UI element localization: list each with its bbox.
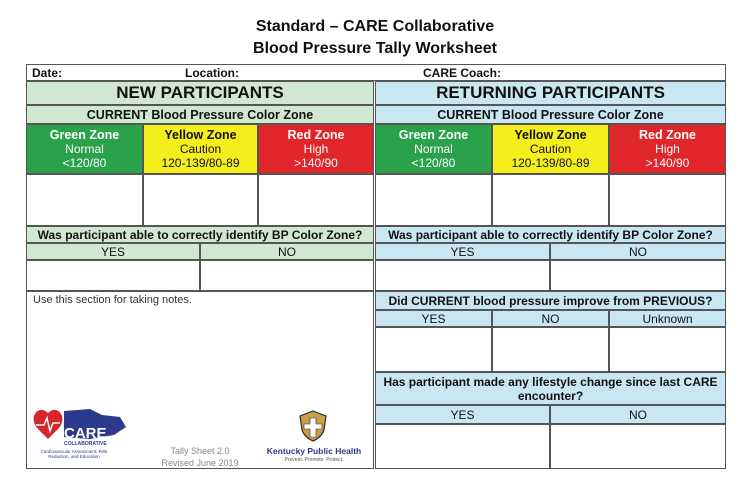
kph-tagline: Prevent. Promote. Protect. — [284, 457, 344, 463]
bp-improve-unknown-tally[interactable] — [609, 327, 726, 372]
info-row — [26, 64, 726, 81]
bp-improve-unknown-label: Unknown — [609, 310, 726, 327]
revised-date: Revised June 2019 — [161, 458, 239, 468]
lifestyle-no-label: NO — [550, 405, 726, 424]
care-logo-sub: COLLABORATIVE — [64, 441, 107, 447]
zone-label: Caution — [179, 142, 222, 156]
returning-green-zone — [375, 124, 492, 174]
new-no-label: NO — [200, 243, 374, 260]
zone-label: Caution — [529, 142, 572, 156]
zone-range: 120-139/80-89 — [161, 156, 240, 170]
bp-improve-yes-label: YES — [375, 310, 492, 327]
zone-label: High — [303, 142, 329, 156]
zone-range: >140/90 — [645, 156, 690, 170]
returning-yes-tally[interactable] — [375, 260, 550, 291]
new-identify-question: Was participant able to correctly identify BP Color Zone? — [26, 226, 374, 243]
new-yellow-zone — [143, 124, 258, 174]
zone-range: >140/90 — [294, 156, 338, 170]
new-red-zone — [258, 124, 374, 174]
new-participants-header: NEW PARTICIPANTS — [26, 81, 374, 105]
page-title: Standard – CARE Collaborative — [255, 18, 495, 35]
zone-name: Green Zone — [398, 128, 469, 142]
care-logo-text: CARE — [64, 425, 107, 442]
page-subtitle: Blood Pressure Tally Worksheet — [253, 40, 497, 57]
bp-improve-no-tally[interactable] — [492, 327, 609, 372]
zone-name: Red Zone — [287, 128, 345, 142]
location-label: Location: — [185, 66, 239, 80]
kentucky-public-health-logo — [258, 410, 370, 465]
new-no-tally[interactable] — [200, 260, 374, 291]
zone-label: Normal — [414, 142, 453, 156]
bp-improve-yes-tally[interactable] — [375, 327, 492, 372]
zone-name: Yellow Zone — [164, 128, 237, 142]
new-yellow-tally[interactable] — [143, 174, 258, 226]
returning-no-label: NO — [550, 243, 726, 260]
zone-range: <120/80 — [411, 156, 456, 170]
zone-name: Yellow Zone — [514, 128, 587, 142]
returning-red-zone — [609, 124, 726, 174]
lifestyle-change-question: Has participant made any lifestyle change since last CARE encounter? — [375, 372, 726, 405]
returning-yellow-tally[interactable] — [492, 174, 609, 226]
zone-range: 120-139/80-89 — [511, 156, 590, 170]
returning-zone-subheader: CURRENT Blood Pressure Color Zone — [375, 105, 726, 124]
returning-green-tally[interactable] — [375, 174, 492, 226]
bp-improve-no-label: NO — [492, 310, 609, 327]
returning-identify-question: Was participant able to correctly identify BP Color Zone? — [375, 226, 726, 243]
zone-label: High — [655, 142, 680, 156]
coach-label: CARE Coach: — [423, 66, 502, 80]
shield-icon — [298, 410, 328, 442]
care-logo-tagline: Cardiovascular Assessment, Risk Reduction, and Education — [40, 449, 108, 459]
returning-participants-header: RETURNING PARTICIPANTS — [375, 81, 726, 105]
new-green-tally[interactable] — [26, 174, 143, 226]
notes-instruction: Use this section for taking notes. — [33, 294, 192, 306]
zone-range: <120/80 — [62, 156, 107, 170]
returning-red-tally[interactable] — [609, 174, 726, 226]
new-red-tally[interactable] — [258, 174, 374, 226]
lifestyle-yes-label: YES — [375, 405, 550, 424]
kph-name: Kentucky Public Health — [266, 446, 362, 456]
lifestyle-no-tally[interactable] — [550, 424, 726, 469]
new-zone-subheader: CURRENT Blood Pressure Color Zone — [26, 105, 374, 124]
tally-version: Tally Sheet 2.0 — [170, 446, 230, 456]
bp-improve-question: Did CURRENT blood pressure improve from PREVIOUS? — [375, 291, 726, 310]
new-green-zone — [26, 124, 143, 174]
lifestyle-yes-tally[interactable] — [375, 424, 550, 469]
zone-name: Red Zone — [639, 128, 696, 142]
new-yes-label: YES — [26, 243, 200, 260]
zone-name: Green Zone — [49, 128, 120, 142]
returning-yes-label: YES — [375, 243, 550, 260]
date-label: Date: — [32, 66, 63, 80]
returning-no-tally[interactable] — [550, 260, 726, 291]
care-collaborative-logo — [30, 405, 130, 465]
zone-label: Normal — [65, 142, 104, 156]
returning-yellow-zone — [492, 124, 609, 174]
new-yes-tally[interactable] — [26, 260, 200, 291]
